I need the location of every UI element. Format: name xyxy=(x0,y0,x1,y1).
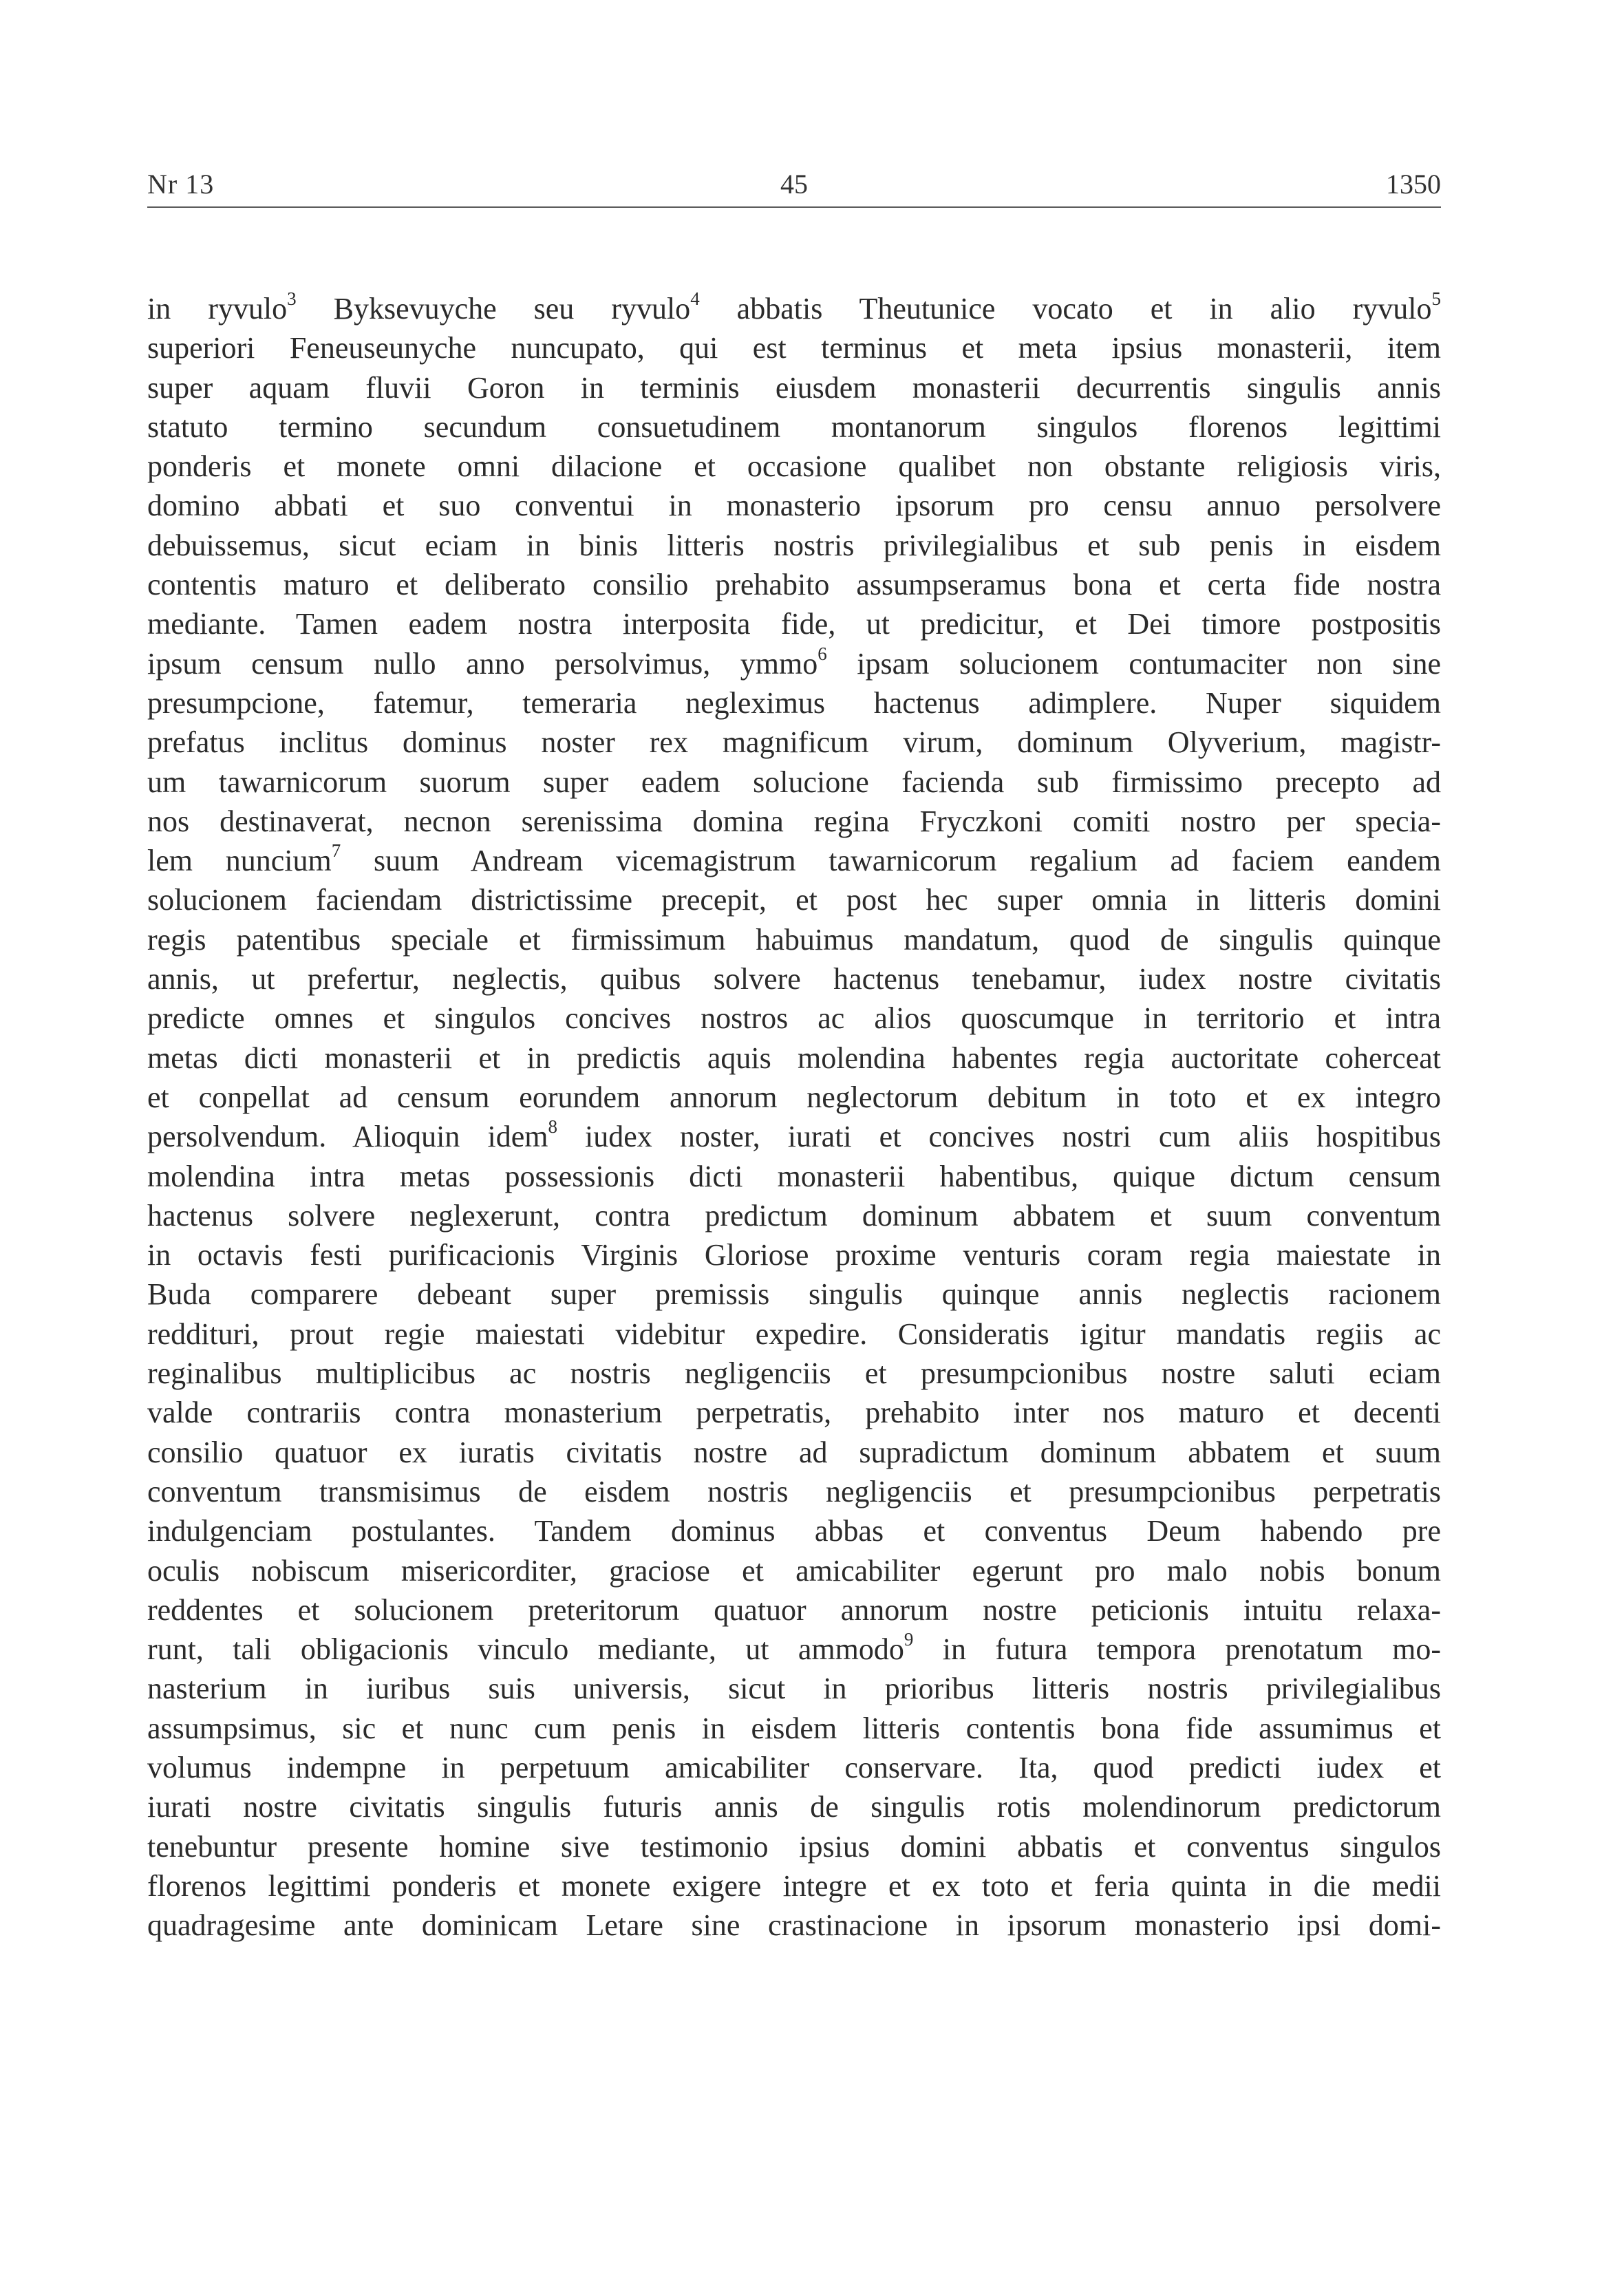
text-segment: reddituri, prout regie maiestati videbitur expedire. Consideratis igitur mandatis regiis ac xyxy=(147,1316,1441,1351)
text-line xyxy=(147,604,1441,643)
text-segment: iurati nostre civitatis singulis futuris annis de singulis rotis molendinorum predictorum xyxy=(147,1790,1441,1824)
text-line xyxy=(147,1078,1441,1117)
running-header xyxy=(147,165,1441,208)
text-line xyxy=(147,723,1441,762)
text-line xyxy=(147,959,1441,999)
text-segment: in octavis festi purificacionis Virginis Gloriose proxime venturis coram regia maiestate in xyxy=(147,1238,1441,1272)
text-segment: statuto termino secundum consuetudinem montanorum singulos florenos legittimi xyxy=(147,409,1441,444)
footnote-marker: 3 xyxy=(287,289,297,309)
text-segment: abbatis Theutunice vocato et in alio ryvulo xyxy=(699,292,1432,326)
text-segment: assumpsimus, sic et nunc cum penis in eisdem litteris contentis bona fide assumimus et xyxy=(147,1711,1441,1745)
text-line xyxy=(147,1235,1441,1275)
text-line xyxy=(147,920,1441,959)
text-line xyxy=(147,486,1441,525)
text-segment: persolvendum. Alioquin idem xyxy=(147,1120,548,1154)
text-segment: ipsum censum nullo anno persolvimus, ymmo xyxy=(147,646,818,681)
text-line xyxy=(147,328,1441,367)
text-line xyxy=(147,526,1441,565)
text-line xyxy=(147,802,1441,841)
text-line xyxy=(147,1709,1441,1748)
text-segment: conventum transmisimus de eisdem nostris negligenciis et presumpcionibus perpetratis xyxy=(147,1474,1441,1508)
text-segment: lem nuncium xyxy=(147,844,332,878)
text-segment: um tawarnicorum suorum super eadem solucione facienda sub firmissimo precepto ad xyxy=(147,765,1441,799)
text-line xyxy=(147,289,1441,328)
text-line xyxy=(147,999,1441,1038)
text-segment: predicte omnes et singulos concives nostros ac alios quoscumque in territorio et intra xyxy=(147,1001,1441,1036)
text-line xyxy=(147,447,1441,486)
footnote-marker: 8 xyxy=(548,1116,557,1138)
text-segment: contentis maturo et deliberato consilio prehabito assumpseramus bona et certa fide nostra xyxy=(147,568,1441,602)
text-segment: iudex noster, iurati et concives nostri cum aliis hospitibus xyxy=(557,1120,1441,1154)
text-segment: annis, ut prefertur, neglectis, quibus solvere hactenus tenebamur, iudex nostre civitatis xyxy=(147,962,1441,996)
text-line xyxy=(147,841,1441,880)
document-number: Nr 13 xyxy=(147,169,215,200)
text-line xyxy=(147,407,1441,447)
text-segment: florenos legittimi ponderis et monete exigere integre et ex toto et feria quinta in die medii xyxy=(147,1868,1441,1903)
text-segment: super aquam fluvii Goron in terminis eiusdem monasterii decurrentis singulis annis xyxy=(147,370,1441,405)
text-segment: mediante. Tamen eadem nostra interposita fide, ut predicitur, et Dei timore postpositis xyxy=(147,607,1441,641)
text-segment: runt, tali obligacionis vinculo mediante, ut ammodo xyxy=(147,1632,904,1667)
text-segment: reddentes et solucionem preteritorum quatuor annorum nostre peticionis intuitu relaxa- xyxy=(147,1592,1441,1627)
text-segment: ponderis et monete omni dilacione et occasione qualibet non obstante religiosis viris, xyxy=(147,449,1441,484)
text-segment: quadragesime ante dominicam Letare sine crastinacione in ipsorum monasterio ipsi domi- xyxy=(147,1908,1441,1943)
text-line xyxy=(147,1511,1441,1550)
text-segment: prefatus inclitus dominus noster rex magnificum virum, dominum Olyverium, magistr- xyxy=(147,725,1441,760)
text-segment: Byksevuyche seu ryvulo xyxy=(296,292,691,326)
text-line xyxy=(147,565,1441,604)
text-line xyxy=(147,1472,1441,1511)
text-line xyxy=(147,683,1441,723)
text-segment: ipsam solucionem contumaciter non sine xyxy=(826,646,1441,681)
text-segment: molendina intra metas possessionis dicti monasterii habentibus, quique dictum censum xyxy=(147,1159,1441,1193)
text-line xyxy=(147,1551,1441,1590)
text-line xyxy=(147,1669,1441,1708)
text-line xyxy=(147,1275,1441,1314)
charter-text xyxy=(147,289,1441,2023)
text-line xyxy=(147,880,1441,919)
text-segment: solucionem faciendam districtissime precepit, et post hec super omnia in litteris domini xyxy=(147,883,1441,917)
text-segment: in futura tempora prenotatum mo- xyxy=(913,1632,1441,1667)
text-segment: debuissemus, sicut eciam in binis litteris nostris privilegialibus et sub penis in eisdem xyxy=(147,528,1441,562)
text-segment: oculis nobiscum misericorditer, graciose et amicabiliter egerunt pro malo nobis bonum xyxy=(147,1553,1441,1588)
text-segment: consilio quatuor ex iuratis civitatis nostre ad supradictum dominum abbatem et suum xyxy=(147,1435,1441,1469)
text-segment: indulgenciam postulantes. Tandem dominus abbas et conventus Deum habendo pre xyxy=(147,1514,1441,1548)
text-segment: nos destinaverat, necnon serenissima domina regina Fryczkoni comiti nostro per specia- xyxy=(147,804,1441,838)
text-line xyxy=(147,763,1441,802)
text-segment: regis patentibus speciale et firmissimum habuimus mandatum, quod de singulis quinque xyxy=(147,922,1441,957)
text-line xyxy=(147,1314,1441,1354)
text-segment: hactenus solvere neglexerunt, contra predictum dominum abbatem et suum conventum xyxy=(147,1198,1441,1233)
footnote-marker: 9 xyxy=(904,1629,914,1650)
text-segment: volumus indempne in perpetuum amicabiliter conservare. Ita, quod predicti iudex et xyxy=(147,1750,1441,1784)
text-line xyxy=(147,1354,1441,1393)
text-segment: tenebuntur presente homine sive testimonio ipsius domini abbatis et conventus singulos xyxy=(147,1829,1441,1864)
text-segment: suum Andream vicemagistrum tawarnicorum regalium ad faciem eandem xyxy=(341,844,1441,878)
text-line xyxy=(147,1787,1441,1826)
text-line xyxy=(147,1157,1441,1196)
text-segment: metas dicti monasterii et in predictis aquis molendina habentes regia auctoritate coherceat xyxy=(147,1041,1441,1075)
text-line xyxy=(147,1433,1441,1472)
text-line xyxy=(147,1117,1441,1156)
footnote-marker: 4 xyxy=(690,289,700,309)
text-line xyxy=(147,1827,1441,1866)
footnote-marker: 7 xyxy=(331,840,341,862)
text-line xyxy=(147,1866,1441,1906)
text-segment: superiori Feneuseunyche nuncupato, qui est terminus et meta ipsius monasterii, item xyxy=(147,331,1441,365)
text-segment: reginalibus multiplicibus ac nostris negligenciis et presumpcionibus nostre saluti eciam xyxy=(147,1356,1441,1391)
page-number: 45 xyxy=(780,169,808,200)
text-line xyxy=(147,1630,1441,1669)
footnote-marker: 5 xyxy=(1431,289,1441,309)
text-line xyxy=(147,1590,1441,1630)
text-segment: in ryvulo xyxy=(147,292,288,326)
text-line xyxy=(147,1196,1441,1235)
text-segment: et conpellat ad censum eorundem annorum neglectorum debitum in toto et ex integro xyxy=(147,1080,1441,1114)
text-segment: valde contrariis contra monasterium perpetratis, prehabito inter nos maturo et decenti xyxy=(147,1396,1441,1430)
text-line xyxy=(147,1906,1441,1945)
text-line xyxy=(147,368,1441,407)
footnote-marker: 6 xyxy=(818,643,827,664)
text-line xyxy=(147,1748,1441,1787)
text-line xyxy=(147,1393,1441,1432)
text-line xyxy=(147,1038,1441,1078)
text-line xyxy=(147,644,1441,683)
text-segment: domino abbati et suo conventui in monasterio ipsorum pro censu annuo persolvere xyxy=(147,489,1441,523)
text-segment: nasterium in iuribus suis universis, sicut in prioribus litteris nostris privilegialibus xyxy=(147,1672,1441,1706)
text-segment: Buda comparere debeant super premissis singulis quinque annis neglectis racionem xyxy=(147,1277,1441,1312)
year: 1350 xyxy=(1386,169,1441,200)
text-segment: presumpcione, fatemur, temeraria negleximus hactenus adimplere. Nuper siquidem xyxy=(147,685,1441,720)
